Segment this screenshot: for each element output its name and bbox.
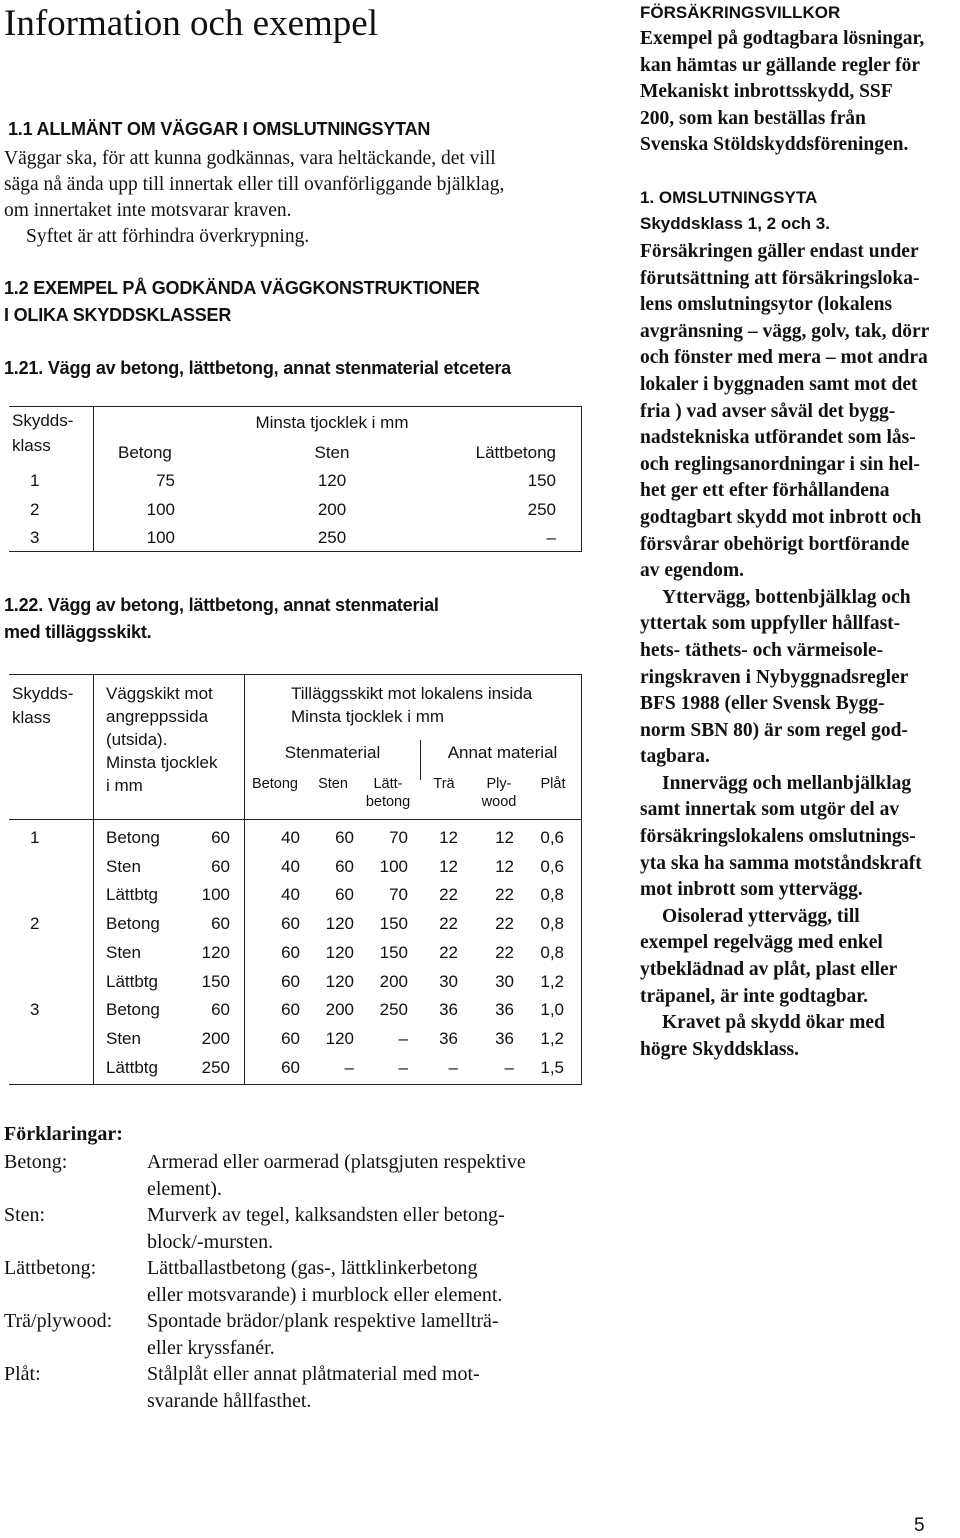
text-line: fria ) vad avser såväl det bygg- (640, 400, 896, 422)
table-cell: 22 (439, 885, 458, 905)
text-line: exempel regelvägg med enkel (640, 932, 883, 954)
table-cell: Betong (106, 914, 160, 934)
table-rule (9, 406, 582, 407)
sub-header: Ply- (486, 776, 512, 792)
explanations-heading: Förklaringar: (4, 1123, 123, 1145)
table-cell: – (448, 1057, 458, 1077)
text-line: Murverk av tegel, kalksandsten eller betong- (147, 1204, 505, 1226)
table-cell: 36 (495, 1028, 514, 1048)
table-cell: 70 (389, 885, 408, 905)
text-line: tagbara. (640, 746, 710, 768)
text-line: kan hämtas ur gällande regler för (640, 54, 921, 76)
table-cell: Sten (106, 1028, 141, 1048)
class-header: Skydds- (12, 411, 74, 430)
text-line: yta ska ha samma motståndskraft (640, 852, 922, 874)
explanation-term: Sten: (4, 1204, 46, 1226)
explanation-item (4, 1202, 604, 1255)
table-1-22-heading-2: med tilläggsskikt. (4, 622, 152, 642)
table-cell: Betong (106, 1000, 160, 1020)
section-1-2-heading-2: I OLIKA SKYDDSKLASSER (4, 305, 232, 325)
table-cell: Lättbtg (106, 1057, 158, 1077)
table-cell: 40 (281, 856, 300, 876)
table-cell: 22 (495, 885, 514, 905)
table-cell: 0,8 (540, 942, 564, 962)
explanation-term: Lättbetong: (4, 1257, 97, 1279)
table-cell: – (398, 1028, 408, 1048)
text-line: säga nå ända upp till innertak eller till ovanförliggande bjälklag, (4, 174, 505, 195)
text-line: nadstekniska utförandet som lås- (640, 427, 916, 449)
wall-header: i mm (106, 776, 143, 795)
table-cell: 12 (439, 828, 458, 847)
text-line: Spontade brädor/plank respektive lamellträ- (147, 1310, 499, 1332)
text-line: element). (147, 1177, 222, 1200)
wall-header: angreppssida (106, 707, 209, 726)
table-cell: 1,5 (540, 1057, 564, 1077)
explanation-item (4, 1149, 604, 1202)
table-cell: 120 (325, 942, 354, 962)
class-header: klass (12, 708, 51, 727)
table-cell: 75 (156, 471, 175, 490)
text-line: Lättballastbetong (gas-, lättklinkerbetong (147, 1257, 478, 1279)
sub-header: Lätt- (373, 776, 403, 792)
table-cell: 250 (317, 528, 347, 547)
table-cell: 60 (335, 885, 354, 905)
text-line: norm SBN 80) är som regel god- (640, 719, 908, 741)
explanation-item (4, 1308, 604, 1361)
wall-header: Väggskikt mot (106, 684, 213, 703)
class-header: Skydds- (12, 684, 74, 703)
explanation-definition (147, 1308, 567, 1361)
table-cell: 200 (325, 1000, 354, 1020)
text-line: mot inbrott som yttervägg. (640, 879, 863, 901)
layer-header: Minsta tjocklek i mm (291, 707, 445, 726)
section-1-2-heading: 1.2 EXEMPEL PÅ GODKÄNDA VÄGGKONSTRUKTIONER (4, 278, 480, 298)
table-cell: 36 (439, 1000, 458, 1020)
text-line: Exempel på godtagbara lösningar, (640, 28, 925, 49)
table-rule (420, 740, 421, 780)
text-line: och fönster med mera – mot andra (640, 347, 928, 369)
table-cell: 60 (211, 856, 230, 876)
text-line: om innertaket inte motsvarar kraven. (4, 200, 292, 221)
table-rule (244, 674, 245, 1084)
table-cell: 60 (281, 1000, 300, 1020)
sub-header: wood (481, 794, 517, 810)
text-line: lens omslutningsytor (lokalens (640, 294, 893, 316)
table-cell: 100 (201, 885, 230, 905)
table-cell: 250 (527, 500, 556, 519)
section-1-1-text (4, 146, 604, 250)
table-cell: 60 (211, 914, 230, 934)
text-line: Mekaniskt inbrottsskydd, SSF (640, 81, 893, 103)
text-line: lokaler i byggnaden samt mot det (640, 373, 918, 395)
table-cell: 100 (379, 856, 408, 876)
text-line: försäkringslokalens omslutnings- (640, 826, 916, 848)
table-cell: 1,0 (540, 1000, 564, 1020)
table-cell: 22 (495, 942, 514, 962)
table-rule (581, 674, 582, 1084)
table-cell: 2 (30, 914, 40, 934)
table-cell: 12 (495, 828, 514, 847)
table-cell: Betong (106, 828, 160, 847)
group-header: Stenmaterial (284, 743, 381, 762)
table-1-21-heading: 1.21. Vägg av betong, lättbetong, annat stenmaterial etcetera (4, 358, 511, 378)
table-cell: 60 (211, 828, 230, 847)
column-header: Betong (118, 443, 172, 462)
text-line: ringskraven i Nybyggnadsregler (640, 666, 909, 688)
table-cell: Lättbtg (106, 885, 158, 905)
table-cell: 1 (30, 828, 40, 847)
table-cell: 36 (439, 1028, 458, 1048)
table-cell: 150 (379, 942, 408, 962)
table-rule (9, 674, 582, 675)
span-header: Minsta tjocklek i mm (255, 413, 409, 432)
explanation-item (4, 1255, 604, 1308)
table-cell: 120 (325, 1028, 354, 1048)
table-cell: 100 (146, 500, 175, 519)
text-line: Innervägg och mellanbjälklag (662, 772, 912, 794)
text-line: Stålplåt eller annat plåtmaterial med mot- (147, 1363, 480, 1385)
table-cell: 250 (201, 1057, 230, 1077)
table-cell: 120 (201, 942, 230, 962)
table-cell: 30 (439, 971, 458, 991)
table-cell: 60 (281, 1057, 300, 1077)
text-line: avgränsning – vägg, golv, tak, dörr (640, 320, 930, 342)
table-cell: 12 (495, 856, 514, 876)
explanation-item (4, 1361, 604, 1414)
group-header: Annat material (447, 743, 558, 762)
sub-header: Sten (318, 776, 348, 792)
table-cell: 1,2 (540, 1028, 564, 1048)
text-line: Armerad eller oarmerad (platsgjuten respektive (147, 1151, 526, 1173)
explanation-definition (147, 1149, 567, 1202)
table-cell: Sten (106, 942, 141, 962)
insurance-heading: FÖRSÄKRINGSVILLKOR (640, 3, 841, 22)
table-cell: 1 (30, 471, 40, 490)
table-cell: 0,6 (540, 856, 564, 876)
table-cell: 2 (30, 500, 40, 519)
class-header: klass (12, 436, 51, 455)
table-cell: Lättbtg (106, 971, 158, 991)
table-cell: 70 (389, 828, 408, 847)
column-header: Lättbetong (475, 443, 556, 462)
sub-header: Plåt (540, 776, 566, 792)
table-cell: 100 (146, 528, 175, 547)
table-cell: 120 (325, 971, 354, 991)
explanation-term: Plåt: (4, 1363, 41, 1385)
explanation-definition (147, 1202, 567, 1255)
table-rule (9, 551, 582, 552)
table-1-22-heading: 1.22. Vägg av betong, lättbetong, annat stenmaterial (4, 595, 439, 615)
table-rule (9, 1084, 582, 1085)
table-cell: 0,6 (540, 828, 564, 847)
explanation-term: Betong: (4, 1151, 68, 1173)
table-cell: 200 (317, 500, 347, 519)
text-line: förutsättning att försäkringsloka- (640, 267, 920, 289)
table-cell: – (398, 1057, 408, 1077)
table-cell: 0,8 (540, 914, 564, 934)
table-cell: 120 (317, 471, 347, 490)
sub-header: Betong (252, 776, 298, 792)
text-line: och reglingsanordningar i sin hel- (640, 453, 920, 475)
text-line: träpanel, är inte godtagbar. (640, 985, 869, 1007)
insurance-intro (640, 26, 960, 159)
table-cell: 250 (379, 1000, 408, 1020)
table-cell: 60 (281, 1028, 300, 1048)
table-cell: 22 (495, 914, 514, 934)
wall-header: Minsta tjocklek (106, 753, 218, 772)
explanation-definition (147, 1361, 567, 1414)
table-cell: 60 (281, 971, 300, 991)
text-line: av egendom. (640, 560, 744, 582)
wall-header: (utsida). (106, 730, 168, 749)
text-line: Väggar ska, för att kunna godkännas, vara heltäckande, det vill (4, 148, 496, 169)
text-line: Yttervägg, bottenbjälklag och (662, 586, 911, 608)
text-line: hets- täthets- och värmeisole- (640, 639, 884, 661)
table-cell: 60 (281, 942, 300, 962)
text-line: försvårar obehörigt bortförande (640, 533, 910, 555)
text-line: Syftet är att förhindra överkrypning. (26, 226, 310, 247)
table-cell: – (344, 1057, 354, 1077)
skyddsklass-heading: Skyddsklass 1, 2 och 3. (640, 214, 830, 233)
table-cell: 200 (379, 971, 408, 991)
text-line: högre Skyddsklass. (640, 1038, 799, 1060)
text-line: 200, som kan beställas från (640, 107, 866, 129)
page-title: Information och exempel (4, 3, 378, 44)
table-rule (93, 406, 94, 551)
table-cell: 22 (439, 942, 458, 962)
table-cell: 200 (201, 1028, 230, 1048)
text-line: het ger ett efter förhållandena (640, 480, 890, 502)
table-cell: 0,8 (540, 885, 564, 905)
table-cell: 12 (439, 856, 458, 876)
column-header: Sten (314, 443, 350, 462)
table-cell: 120 (325, 914, 354, 934)
insurance-paragraph (640, 239, 960, 1063)
table-cell: 1,2 (540, 971, 564, 991)
table-cell: 150 (201, 971, 230, 991)
table-cell: – (546, 528, 556, 547)
table-cell: 40 (281, 885, 300, 905)
table-cell: 36 (495, 1000, 514, 1020)
text-line: eller motsvarande) i murblock eller element. (147, 1283, 503, 1306)
section-1-1-heading: 1.1 ALLMÄNT OM VÄGGAR I OMSLUTNINGSYTAN (8, 119, 431, 139)
table-cell: 3 (30, 1000, 40, 1020)
table-cell: 150 (527, 471, 556, 490)
table-cell: Sten (106, 856, 141, 876)
table-cell: 150 (379, 914, 408, 934)
table-cell: 3 (30, 528, 40, 547)
text-line: Försäkringen gäller endast under (640, 241, 919, 262)
table-rule (581, 406, 582, 551)
table-cell: – (504, 1057, 514, 1077)
text-line: svarande hållfasthet. (147, 1389, 312, 1412)
table-cell: 60 (335, 856, 354, 876)
table-cell: 40 (281, 828, 300, 847)
text-line: samt innertak som utgör del av (640, 799, 900, 821)
table-cell: 60 (281, 914, 300, 934)
sub-header: Trä (433, 776, 455, 792)
text-line: Svenska Stöldskyddsföreningen. (640, 134, 909, 156)
table-rule (9, 819, 582, 820)
text-line: Oisolerad yttervägg, till (662, 905, 860, 927)
text-line: godtagbart skydd mot inbrott och (640, 506, 922, 528)
omslutningsyta-heading: 1. OMSLUTNINGSYTA (640, 188, 818, 207)
text-line: Kravet på skydd ökar med (662, 1012, 885, 1034)
table-rule (93, 674, 94, 1084)
text-line: ytbeklädnad av plåt, plast eller (640, 959, 898, 981)
layer-header: Tilläggsskikt mot lokalens insida (291, 684, 533, 703)
table-cell: 60 (335, 828, 354, 847)
table-cell: 30 (495, 971, 514, 991)
text-line: eller kryssfanér. (147, 1336, 275, 1359)
table-cell: 60 (211, 1000, 230, 1020)
text-line: BFS 1988 (eller Svensk Bygg- (640, 693, 885, 715)
table-cell: 22 (439, 914, 458, 934)
text-line: yttertak som uppfyller hållfast- (640, 613, 901, 635)
explanation-term: Trä/plywood: (4, 1310, 113, 1332)
explanation-definition (147, 1255, 567, 1308)
page-number: 5 (914, 1515, 925, 1536)
sub-header: betong (365, 794, 411, 810)
text-line: block/-mursten. (147, 1230, 274, 1253)
